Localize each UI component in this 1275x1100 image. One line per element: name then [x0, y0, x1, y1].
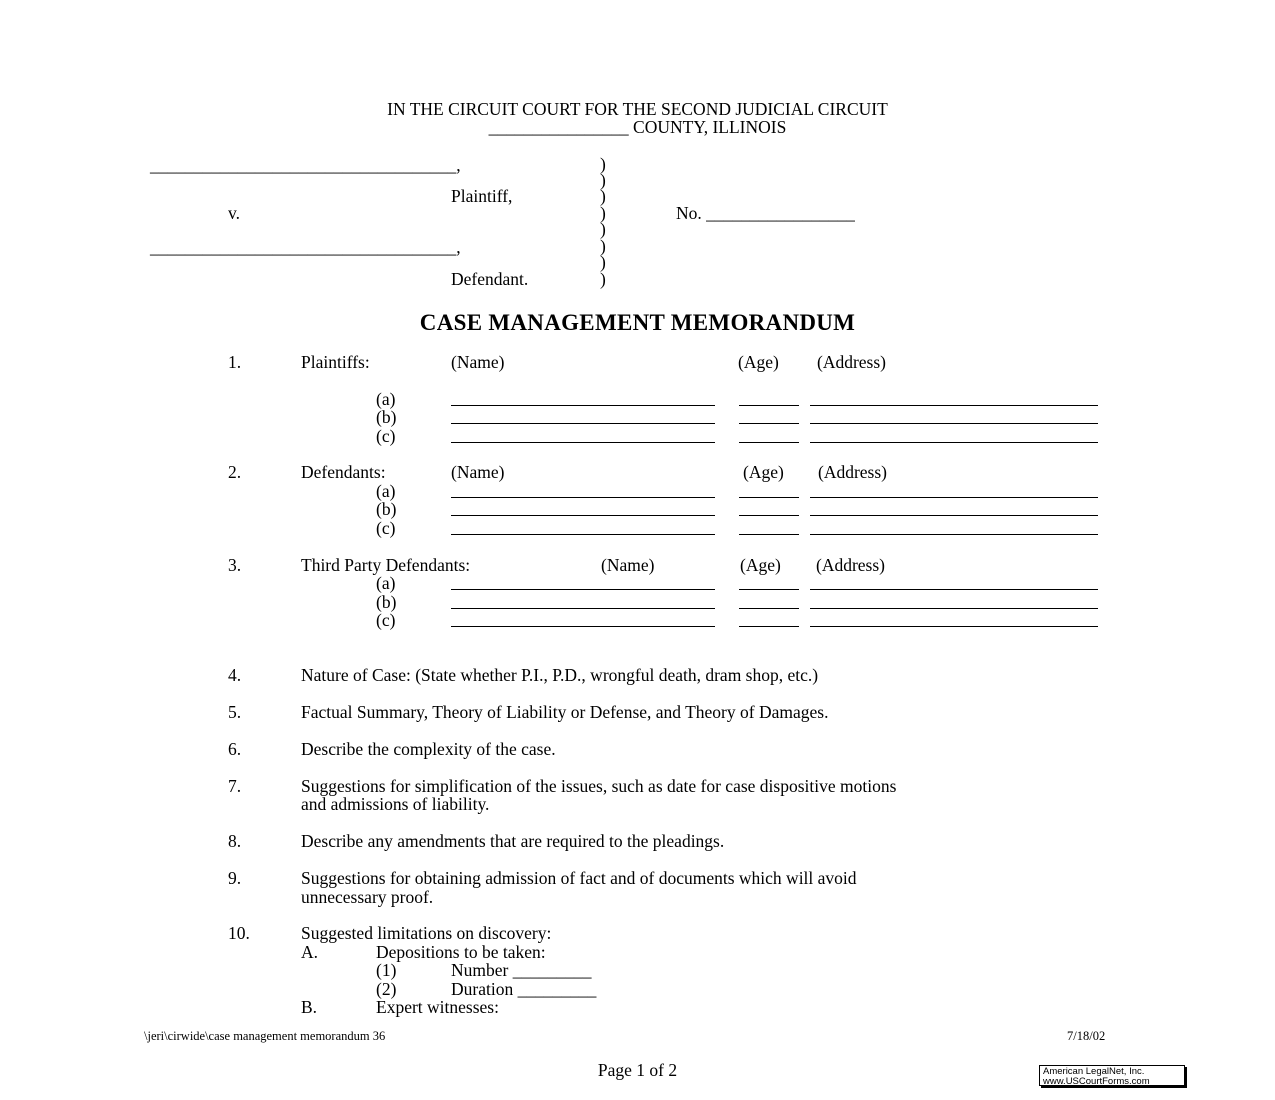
- defendant-name-line[interactable]: [451, 515, 715, 516]
- item-number: 7.: [228, 776, 242, 796]
- plaintiff-name-line[interactable]: [451, 442, 715, 443]
- age-column-header: (Age): [740, 555, 781, 575]
- defendant-address-line[interactable]: [810, 497, 1098, 498]
- row-letter: (c): [376, 518, 396, 538]
- case-number-field[interactable]: No. _________________: [676, 203, 855, 223]
- age-column-header: (Age): [743, 462, 784, 482]
- row-letter: (c): [376, 610, 396, 630]
- row-letter: (a): [376, 481, 396, 501]
- caption-paren: ): [600, 219, 606, 239]
- versus-label: v.: [228, 203, 240, 223]
- caption-paren: ): [600, 236, 606, 256]
- stamp-url: www.USCourtForms.com: [1043, 1076, 1150, 1087]
- item-number: 10.: [228, 923, 250, 943]
- deposition-duration-field[interactable]: Duration _________: [451, 979, 597, 999]
- caption-paren: ): [600, 269, 606, 289]
- plaintiff-address-line[interactable]: [810, 423, 1098, 424]
- revision-date: 7/18/02: [1067, 1029, 1106, 1043]
- name-column-header: (Name): [451, 462, 505, 482]
- row-letter: (b): [376, 592, 397, 612]
- item-number: 3.: [228, 555, 242, 575]
- plaintiff-age-line[interactable]: [739, 442, 799, 443]
- third-party-address-line[interactable]: [810, 626, 1098, 627]
- plaintiff-name-line[interactable]: [451, 423, 715, 424]
- complexity-text: Describe the complexity of the case.: [301, 739, 556, 759]
- defendant-name-blank[interactable]: ___________________________________,: [150, 237, 461, 257]
- plaintiff-label: Plaintiff,: [451, 186, 513, 206]
- third-party-name-line[interactable]: [451, 589, 715, 590]
- row-letter: (c): [376, 426, 396, 446]
- third-party-defendants-label: Third Party Defendants:: [301, 555, 471, 575]
- caption-paren: ): [600, 170, 606, 190]
- publisher-stamp[interactable]: [1039, 1065, 1185, 1086]
- admissions-text-cont: unnecessary proof.: [301, 887, 434, 907]
- defendant-name-line[interactable]: [451, 497, 715, 498]
- court-title: IN THE CIRCUIT COURT FOR THE SECOND JUDICIAL CIRCUIT: [387, 99, 888, 119]
- row-letter: (b): [376, 407, 397, 427]
- row-letter: (a): [376, 573, 396, 593]
- caption-paren: ): [600, 252, 606, 272]
- third-party-name-line[interactable]: [451, 626, 715, 627]
- defendants-label: Defendants:: [301, 462, 386, 482]
- caption-paren: ): [600, 154, 606, 174]
- page-number: Page 1 of 2: [597, 1060, 678, 1080]
- third-party-address-line[interactable]: [810, 608, 1098, 609]
- plaintiff-name-line[interactable]: [451, 405, 715, 406]
- item-number: 9.: [228, 868, 242, 888]
- item-number: 8.: [228, 831, 242, 851]
- stamp-company: American LegalNet, Inc.: [1043, 1066, 1145, 1077]
- row-letter: (a): [376, 389, 396, 409]
- plaintiff-age-line[interactable]: [739, 405, 799, 406]
- defendant-age-line[interactable]: [739, 534, 799, 535]
- plaintiff-name-blank[interactable]: ___________________________________,: [150, 155, 461, 175]
- caption-paren: ): [600, 203, 606, 223]
- third-party-age-line[interactable]: [739, 626, 799, 627]
- third-party-address-line[interactable]: [810, 589, 1098, 590]
- item-number: 1.: [228, 352, 242, 372]
- plaintiffs-label: Plaintiffs:: [301, 352, 370, 372]
- row-letter: (b): [376, 499, 397, 519]
- plaintiff-age-line[interactable]: [739, 423, 799, 424]
- address-column-header: (Address): [818, 462, 888, 482]
- file-path: \jeri\cirwide\case management memorandum 36: [144, 1029, 386, 1043]
- sub-number: (1): [376, 960, 397, 980]
- plaintiff-address-line[interactable]: [810, 405, 1098, 406]
- third-party-name-line[interactable]: [451, 608, 715, 609]
- address-column-header: (Address): [816, 555, 886, 575]
- plaintiff-address-line[interactable]: [810, 442, 1098, 443]
- name-column-header: (Name): [601, 555, 655, 575]
- sub-letter: A.: [301, 942, 319, 962]
- defendant-age-line[interactable]: [739, 497, 799, 498]
- discovery-limitations-text: Suggested limitations on discovery:: [301, 923, 552, 943]
- sub-number: (2): [376, 979, 397, 999]
- defendant-address-line[interactable]: [810, 534, 1098, 535]
- third-party-age-line[interactable]: [739, 589, 799, 590]
- defendant-label: Defendant.: [451, 269, 529, 289]
- name-column-header: (Name): [451, 352, 505, 372]
- nature-of-case-text: Nature of Case: (State whether P.I., P.D., wrongful death, dram shop, etc.): [301, 665, 819, 685]
- admissions-text: Suggestions for obtaining admission of fact and of documents which will avoid: [301, 868, 857, 888]
- address-column-header: (Address): [817, 352, 887, 372]
- amendments-text: Describe any amendments that are required to the pleadings.: [301, 831, 725, 851]
- defendant-address-line[interactable]: [810, 515, 1098, 516]
- simplification-text-cont: and admissions of liability.: [301, 794, 490, 814]
- item-number: 2.: [228, 462, 242, 482]
- third-party-age-line[interactable]: [739, 608, 799, 609]
- factual-summary-text: Factual Summary, Theory of Liability or Defense, and Theory of Damages.: [301, 702, 829, 722]
- sub-letter: B.: [301, 997, 318, 1017]
- expert-witnesses-text: Expert witnesses:: [376, 997, 499, 1017]
- item-number: 4.: [228, 665, 242, 685]
- defendant-age-line[interactable]: [739, 515, 799, 516]
- age-column-header: (Age): [738, 352, 779, 372]
- depositions-text: Depositions to be taken:: [376, 942, 546, 962]
- defendant-name-line[interactable]: [451, 534, 715, 535]
- county-line: ________________ COUNTY, ILLINOIS: [488, 117, 787, 137]
- deposition-number-field[interactable]: Number _________: [451, 960, 592, 980]
- item-number: 6.: [228, 739, 242, 759]
- item-number: 5.: [228, 702, 242, 722]
- simplification-text: Suggestions for simplification of the issues, such as date for case dispositive motions: [301, 776, 897, 796]
- document-title: CASE MANAGEMENT MEMORANDUM: [419, 310, 856, 335]
- caption-paren: ): [600, 186, 606, 206]
